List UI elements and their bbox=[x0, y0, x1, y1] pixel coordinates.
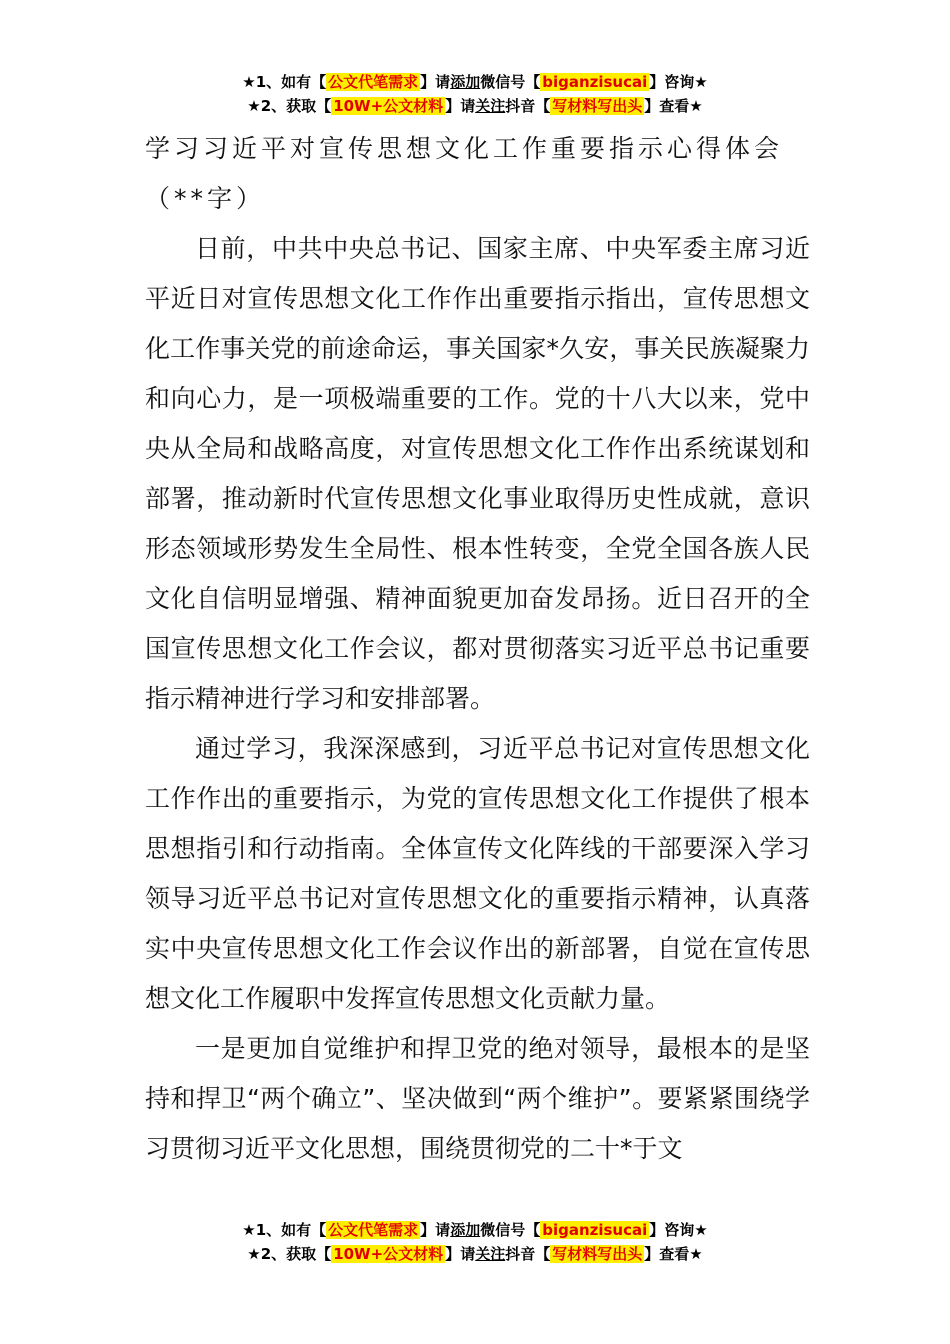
promo-text: 微信号【 bbox=[480, 73, 541, 91]
promo-text: 抖音【 bbox=[505, 1245, 551, 1263]
promo-line-1 bbox=[0, 70, 950, 94]
promo-highlight: 公文代笔需求 bbox=[328, 1221, 419, 1239]
promo-line-1 bbox=[0, 1218, 950, 1242]
promo-text: 】请 bbox=[420, 73, 451, 91]
promo-highlight: 写材料写出头 bbox=[552, 1245, 643, 1263]
promo-text: 】咨询★ bbox=[649, 1221, 708, 1239]
promo-text: 微信号【 bbox=[480, 1221, 541, 1239]
promo-line-2 bbox=[0, 94, 950, 118]
promo-highlight: biganzisucai bbox=[542, 1221, 648, 1239]
top-promo-banner bbox=[0, 70, 950, 118]
promo-highlight: 公文代笔需求 bbox=[328, 73, 419, 91]
document-title: 学习习近平对宣传思想文化工作重要指示心得体会（**字） bbox=[145, 134, 784, 213]
promo-highlight: biganzisucai bbox=[542, 73, 648, 91]
promo-text: 】查看★ bbox=[644, 1245, 703, 1263]
promo-emphasis: 关注 bbox=[475, 97, 506, 115]
paragraph: 一是更加自觉维护和捍卫党的绝对领导，最根本的是坚持和捍卫“两个确立”、坚决做到“两个维护”。要紧紧围绕学习贯彻习近平文化思想，围绕贯彻党的二十*于文 bbox=[145, 1034, 810, 1163]
promo-text: 】请 bbox=[445, 1245, 476, 1263]
promo-text: 】请 bbox=[445, 97, 476, 115]
promo-text: ★2、获取【 bbox=[247, 1245, 332, 1263]
promo-text: 】查看★ bbox=[644, 97, 703, 115]
promo-text: 】请 bbox=[420, 1221, 451, 1239]
promo-emphasis: 关注 bbox=[475, 1245, 506, 1263]
paragraph: 通过学习，我深深感到，习近平总书记对宣传思想文化工作作出的重要指示，为党的宣传思想文化工作提供了根本思想指引和行动指南。全体宣传文化阵线的干部要深入学习领导习近平总书记对宣传思想文化的重要指示精神，认真落实中央宣传思想文化工作会议作出的新部署，自觉在宣传思想文化工作履职中发挥宣传思想文化贡献力量。 bbox=[145, 734, 810, 1013]
promo-text: ★1、如有【 bbox=[242, 1221, 327, 1239]
document-body bbox=[145, 124, 810, 1174]
promo-highlight: 10W+公文材料 bbox=[333, 97, 444, 115]
promo-line-2 bbox=[0, 1242, 950, 1266]
promo-highlight: 写材料写出头 bbox=[552, 97, 643, 115]
promo-emphasis: 添加 bbox=[450, 73, 481, 91]
promo-text: 】咨询★ bbox=[649, 73, 708, 91]
promo-text: 抖音【 bbox=[505, 97, 551, 115]
promo-emphasis: 添加 bbox=[450, 1221, 481, 1239]
promo-text: ★2、获取【 bbox=[247, 97, 332, 115]
bottom-promo-banner bbox=[0, 1218, 950, 1266]
promo-text: ★1、如有【 bbox=[242, 73, 327, 91]
paragraph: 日前，中共中央总书记、国家主席、中央军委主席习近平近日对宣传思想文化工作作出重要指示指出，宣传思想文化工作事关党的前途命运，事关国家*久安，事关民族凝聚力和向心力，是一项极端重要的工作。党的十八大以来，党中央从全局和战略高度，对宣传思想文化工作作出系统谋划和部署，推动新时代宣传思想文化事业取得历史性成就，意识形态领域形势发生全局性、根本性转变，全党全国各族人民文化自信明显增强、精神面貌更加奋发昂扬。近日召开的全国宣传思想文化工作会议，都对贯彻落实习近平总书记重要指示精神进行学习和安排部署。 bbox=[145, 234, 810, 713]
promo-highlight: 10W+公文材料 bbox=[333, 1245, 444, 1263]
